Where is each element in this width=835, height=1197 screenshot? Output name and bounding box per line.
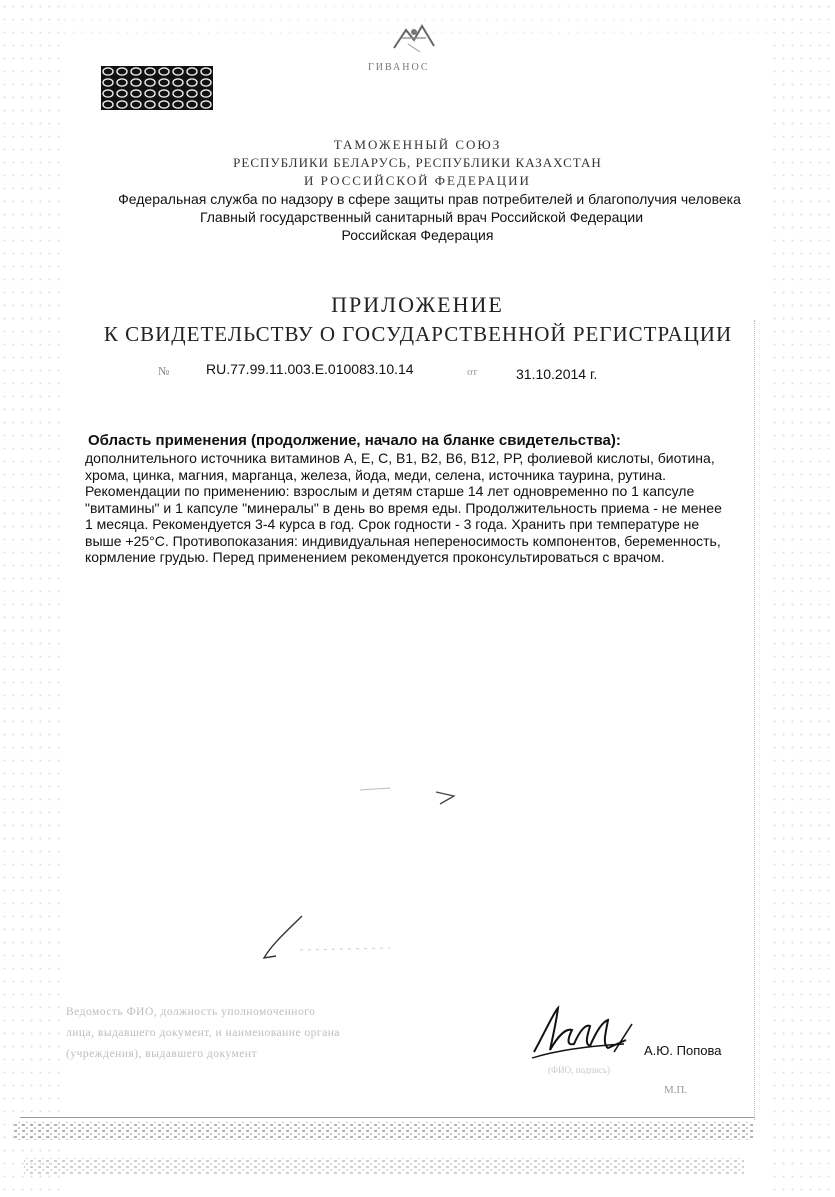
scope-line: 1 месяца. Рекомендуется 3-4 курса в год. Срок годности - 3 года. Хранить при температуре не [85,516,700,532]
faded-footer-note [66,1002,466,1065]
scope-line: хрома, цинка, магния, марганца, железа, йода, меди, селена, источника таурина, рутина. [85,466,667,483]
stamp-label: М.П. [664,1084,688,1096]
federal-service: Федеральная служба по надзору в сфере защиты прав потребителей и благополучия человека [118,191,741,207]
serial-pattern [101,66,213,110]
scope-line: Рекомендации по применению: взрослым и детям старше 14 лет одновременно по 1 капсуле [85,483,695,499]
scope-line: кормление грудью. Перед применением рекомендуется проконсультироваться с врачом. [85,549,665,565]
date-prefix: от [467,366,478,378]
scope-line: дополнительного источника витаминов А, Е, С, В1, В2, В6, В12, РР, фолиевой кислоты, биотина, [85,450,715,466]
scope-body [85,450,760,566]
country: Российская Федерация [341,227,494,243]
scope-line: "витамины" и 1 капсуле "минералы" в день во время еды. Продолжительность приема - не менее [85,499,722,516]
emblem-icon [384,18,444,58]
annex-title: ПРИЛОЖЕНИЕ [331,292,504,317]
annex-subtitle: К СВИДЕТЕЛЬСТВУ О ГОСУДАРСТВЕННОЙ РЕГИСТРАЦИИ [103,322,733,346]
republics-line-2: И РОССИЙСКОЙ ФЕДЕРАЦИИ [304,173,531,188]
faded-note-line: Ведомость ФИО, должность уполномоченного [66,1006,316,1018]
faded-note-line: (учреждения), выдавшего документ [66,1048,258,1060]
bottom-scan-band [14,1118,774,1188]
stamp-faint-text: (ФИО, подпись) [548,1065,610,1075]
signer-name: А.Ю. Попова [644,1043,722,1058]
signature-image [528,1000,638,1070]
emblem-caption: ГИВАНОС [368,62,430,73]
scope-line: выше +25°С. Противопоказания: индивидуальная непереносимость компонентов, беременность, [85,532,721,549]
registration-number: RU.77.99.11.003.E.010083.10.14 [206,361,414,377]
faded-note-line: лица, выдавшего документ, и наименование органа [66,1027,341,1039]
margin-line [754,320,755,1120]
scope-heading: Область применения (продолжение, начало на бланке свидетельства): [88,432,621,449]
customs-union-line: ТАМОЖЕННЫЙ СОЮЗ [333,137,502,152]
blank-strike-marks [240,770,500,980]
number-prefix: № [158,364,170,378]
republics-line-1: РЕСПУБЛИКИ БЕЛАРУСЬ, РЕСПУБЛИКИ КАЗАХСТАН [233,155,602,170]
registration-date: 31.10.2014 г. [516,366,598,382]
chief-doctor: Главный государственный санитарный врач Российской Федерации [199,209,644,225]
